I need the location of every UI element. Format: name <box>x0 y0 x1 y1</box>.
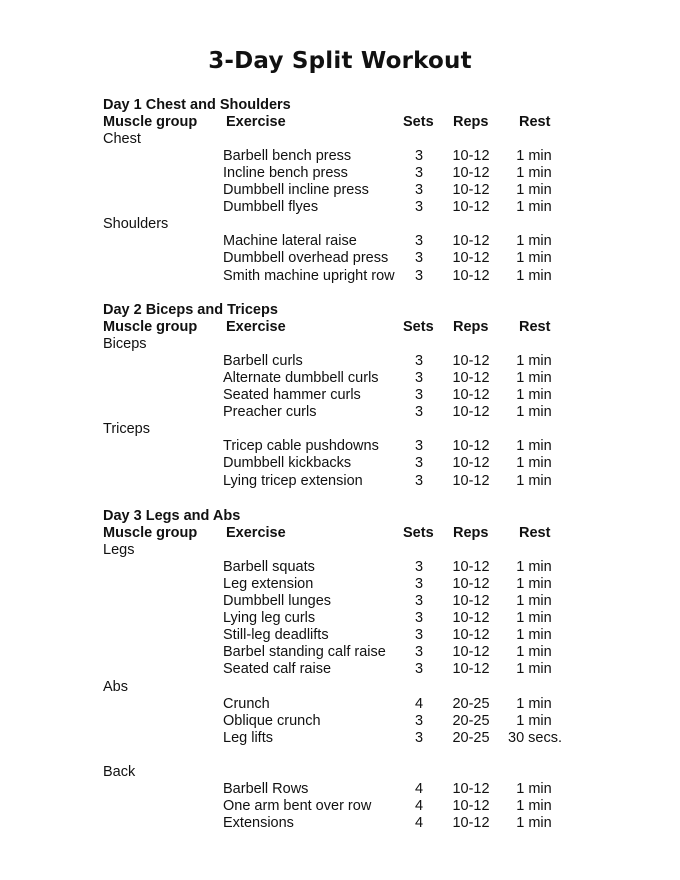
exercise-row <box>0 404 680 421</box>
exercise-name: Alternate dumbbell curls <box>223 370 379 387</box>
exercise-sets: 3 <box>414 387 424 404</box>
exercise-name: Smith machine upright row <box>223 267 395 284</box>
exercise-rest: 1 min <box>516 148 552 165</box>
muscle-group-row <box>0 679 680 696</box>
header-rest: Rest <box>519 114 551 131</box>
muscle-group-name: Back <box>103 763 136 780</box>
muscle-group-name: Triceps <box>103 421 150 438</box>
exercise-name: Barbell squats <box>223 559 315 576</box>
exercise-name: Lying leg curls <box>223 610 316 627</box>
exercise-reps: 10-12 <box>452 182 490 199</box>
exercise-reps: 10-12 <box>452 404 490 421</box>
muscle-group-row <box>0 542 680 559</box>
exercise-row <box>0 627 680 644</box>
exercise-row <box>0 250 680 267</box>
exercise-name: Incline bench press <box>223 165 348 182</box>
exercise-rest: 1 min <box>516 576 552 593</box>
exercise-sets: 3 <box>414 165 424 182</box>
exercise-row <box>0 576 680 593</box>
exercise-row <box>0 438 680 455</box>
header-muscle-group: Muscle group <box>103 525 198 542</box>
exercise-reps: 10-12 <box>452 438 490 455</box>
exercise-rest: 1 min <box>516 593 552 610</box>
exercise-sets: 3 <box>414 644 424 661</box>
exercise-rest: 1 min <box>516 438 552 455</box>
exercise-name: One arm bent over row <box>223 797 372 814</box>
exercise-sets: 3 <box>414 712 424 729</box>
exercise-sets: 3 <box>414 576 424 593</box>
exercise-reps: 10-12 <box>452 644 490 661</box>
header-rest: Rest <box>519 319 551 336</box>
exercise-reps: 10-12 <box>452 610 490 627</box>
exercise-name: Still-leg deadlifts <box>223 627 329 644</box>
exercise-rest: 1 min <box>516 370 552 387</box>
exercise-reps: 10-12 <box>452 472 490 489</box>
muscle-group-name: Abs <box>103 678 128 695</box>
exercise-sets: 3 <box>414 404 424 421</box>
exercise-name: Leg lifts <box>223 729 273 746</box>
header-muscle-group: Muscle group <box>103 319 198 336</box>
day-title: Day 2 Biceps and Triceps <box>103 302 278 318</box>
exercise-row <box>0 199 680 216</box>
exercise-reps: 10-12 <box>452 576 490 593</box>
exercise-rest: 1 min <box>516 165 552 182</box>
exercise-rest: 1 min <box>516 267 552 284</box>
header-exercise: Exercise <box>226 319 286 336</box>
exercise-sets: 3 <box>414 438 424 455</box>
exercise-sets: 3 <box>414 182 424 199</box>
header-sets: Sets <box>403 525 434 542</box>
exercise-row <box>0 387 680 404</box>
exercise-rest: 1 min <box>516 404 552 421</box>
exercise-name: Extensions <box>223 814 294 831</box>
exercise-reps: 10-12 <box>452 387 490 404</box>
exercise-row <box>0 165 680 182</box>
exercise-sets: 4 <box>414 797 424 814</box>
exercise-rest: 1 min <box>516 199 552 216</box>
day-title-row <box>0 97 680 114</box>
exercise-sets: 4 <box>414 814 424 831</box>
exercise-rest: 1 min <box>516 559 552 576</box>
exercise-name: Tricep cable pushdowns <box>223 438 379 455</box>
header-exercise: Exercise <box>226 114 286 131</box>
exercise-rest: 1 min <box>516 797 552 814</box>
exercise-sets: 4 <box>414 780 424 797</box>
exercise-sets: 3 <box>414 627 424 644</box>
exercise-reps: 20-25 <box>452 712 490 729</box>
exercise-name: Lying tricep extension <box>223 472 363 489</box>
header-reps: Reps <box>453 525 489 542</box>
exercise-sets: 4 <box>414 695 424 712</box>
exercise-sets: 3 <box>414 729 424 746</box>
column-header-row <box>0 319 680 336</box>
header-rest: Rest <box>519 525 551 542</box>
exercise-reps: 10-12 <box>452 370 490 387</box>
exercise-rest: 1 min <box>516 250 552 267</box>
exercise-row <box>0 610 680 627</box>
exercise-sets: 3 <box>414 610 424 627</box>
muscle-group-name: Chest <box>103 131 141 148</box>
exercise-rest: 1 min <box>516 661 552 678</box>
muscle-group-name: Legs <box>103 542 135 559</box>
exercise-reps: 10-12 <box>452 814 490 831</box>
exercise-sets: 3 <box>414 593 424 610</box>
exercise-reps: 10-12 <box>452 593 490 610</box>
day-title: Day 1 Chest and Shoulders <box>103 97 291 113</box>
exercise-reps: 20-25 <box>452 729 490 746</box>
exercise-rest: 1 min <box>516 627 552 644</box>
page-title: 3-Day Split Workout <box>208 48 472 74</box>
exercise-row <box>0 455 680 472</box>
exercise-rest: 30 secs. <box>508 729 562 746</box>
exercise-row <box>0 661 680 678</box>
exercise-sets: 3 <box>414 559 424 576</box>
muscle-group-row <box>0 216 680 233</box>
exercise-sets: 3 <box>414 455 424 472</box>
exercise-name: Barbell curls <box>223 353 303 370</box>
exercise-reps: 10-12 <box>452 148 490 165</box>
exercise-rest: 1 min <box>516 233 552 250</box>
exercise-reps: 10-12 <box>452 559 490 576</box>
day-title-row <box>0 302 680 319</box>
column-header-row <box>0 525 680 542</box>
exercise-rest: 1 min <box>516 695 552 712</box>
exercise-sets: 3 <box>414 199 424 216</box>
exercise-name: Leg extension <box>223 576 314 593</box>
exercise-reps: 20-25 <box>452 695 490 712</box>
exercise-row <box>0 148 680 165</box>
header-sets: Sets <box>403 319 434 336</box>
exercise-name: Dumbbell flyes <box>223 199 319 216</box>
muscle-group-name: Shoulders <box>103 216 169 233</box>
exercise-reps: 10-12 <box>452 250 490 267</box>
exercise-rest: 1 min <box>516 644 552 661</box>
exercise-row <box>0 798 680 815</box>
exercise-row <box>0 730 680 747</box>
exercise-reps: 10-12 <box>452 353 490 370</box>
exercise-rest: 1 min <box>516 780 552 797</box>
exercise-sets: 3 <box>414 370 424 387</box>
exercise-rest: 1 min <box>516 182 552 199</box>
exercise-name: Barbell Rows <box>223 780 309 797</box>
header-reps: Reps <box>453 319 489 336</box>
exercise-rest: 1 min <box>516 455 552 472</box>
exercise-reps: 10-12 <box>452 267 490 284</box>
exercise-name: Crunch <box>223 695 270 712</box>
exercise-rest: 1 min <box>516 472 552 489</box>
exercise-row <box>0 593 680 610</box>
exercise-reps: 10-12 <box>452 233 490 250</box>
exercise-row <box>0 268 680 285</box>
exercise-name: Dumbbell overhead press <box>223 250 389 267</box>
muscle-group-row <box>0 764 680 781</box>
exercise-row <box>0 559 680 576</box>
exercise-name: Dumbbell kickbacks <box>223 455 352 472</box>
exercise-reps: 10-12 <box>452 165 490 182</box>
muscle-group-row <box>0 131 680 148</box>
exercise-sets: 3 <box>414 353 424 370</box>
header-sets: Sets <box>403 114 434 131</box>
exercise-reps: 10-12 <box>452 797 490 814</box>
exercise-reps: 10-12 <box>452 780 490 797</box>
exercise-reps: 10-12 <box>452 627 490 644</box>
muscle-group-row <box>0 421 680 438</box>
header-exercise: Exercise <box>226 525 286 542</box>
exercise-name: Preacher curls <box>223 404 317 421</box>
exercise-row <box>0 353 680 370</box>
exercise-row <box>0 370 680 387</box>
exercise-row <box>0 473 680 490</box>
exercise-reps: 10-12 <box>452 661 490 678</box>
muscle-group-name: Biceps <box>103 336 147 353</box>
exercise-name: Seated hammer curls <box>223 387 361 404</box>
exercise-row <box>0 713 680 730</box>
exercise-row <box>0 781 680 798</box>
exercise-name: Machine lateral raise <box>223 233 357 250</box>
exercise-name: Barbell bench press <box>223 148 352 165</box>
exercise-reps: 10-12 <box>452 199 490 216</box>
exercise-sets: 3 <box>414 661 424 678</box>
column-header-row <box>0 114 680 131</box>
day-title: Day 3 Legs and Abs <box>103 508 241 524</box>
exercise-sets: 3 <box>414 148 424 165</box>
exercise-row <box>0 696 680 713</box>
exercise-sets: 3 <box>414 250 424 267</box>
exercise-sets: 3 <box>414 233 424 250</box>
exercise-rest: 1 min <box>516 387 552 404</box>
exercise-name: Barbel standing calf raise <box>223 644 386 661</box>
exercise-rest: 1 min <box>516 610 552 627</box>
exercise-rest: 1 min <box>516 814 552 831</box>
day-title-row <box>0 508 680 525</box>
exercise-name: Oblique crunch <box>223 712 321 729</box>
exercise-row <box>0 182 680 199</box>
exercise-name: Dumbbell lunges <box>223 593 332 610</box>
exercise-row <box>0 815 680 832</box>
exercise-name: Seated calf raise <box>223 661 332 678</box>
exercise-row <box>0 644 680 661</box>
exercise-reps: 10-12 <box>452 455 490 472</box>
exercise-name: Dumbbell incline press <box>223 182 369 199</box>
exercise-row <box>0 233 680 250</box>
muscle-group-row <box>0 336 680 353</box>
exercise-sets: 3 <box>414 472 424 489</box>
exercise-rest: 1 min <box>516 712 552 729</box>
header-reps: Reps <box>453 114 489 131</box>
exercise-rest: 1 min <box>516 353 552 370</box>
header-muscle-group: Muscle group <box>103 114 198 131</box>
exercise-sets: 3 <box>414 267 424 284</box>
